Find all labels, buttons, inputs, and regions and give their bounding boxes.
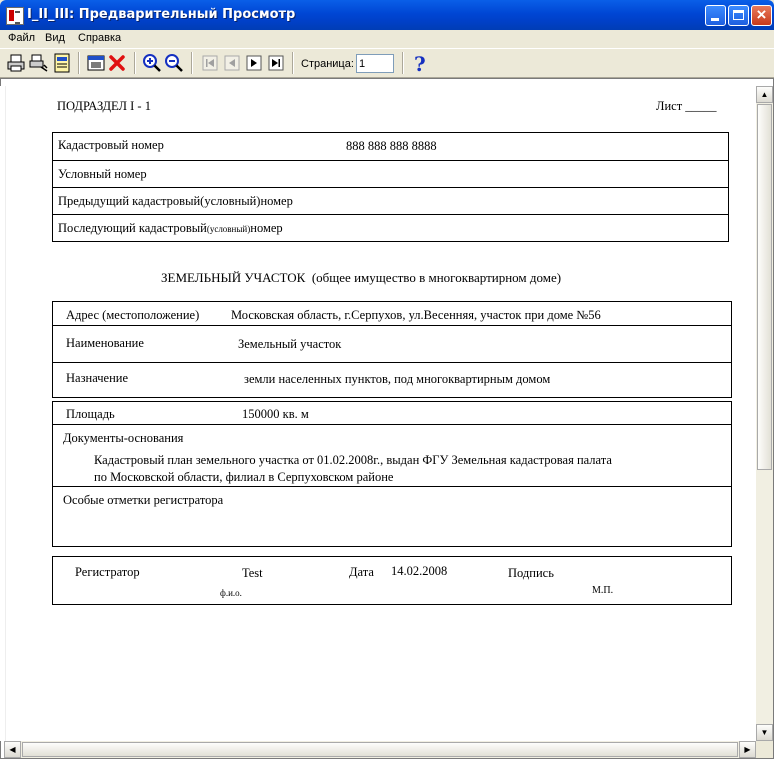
menu-help[interactable]: Справка xyxy=(78,32,122,44)
next-number-prefix: Последующий кадастровый xyxy=(58,221,207,235)
toolbar-separator xyxy=(191,52,193,74)
purpose-label: Назначение xyxy=(66,371,129,385)
heading-title: ЗЕМЕЛЬНЫЙ УЧАСТОК xyxy=(161,270,306,285)
maximize-button[interactable] xyxy=(728,5,749,26)
documents-line-1: Кадастровый план земельного участка от 01.02.2008г., выдан ФГУ Земельная кадастровая палата xyxy=(94,453,612,467)
date-label: Дата xyxy=(349,565,374,579)
first-page-icon[interactable] xyxy=(200,53,220,73)
fio-caption: ф.и.о. xyxy=(220,588,242,598)
next-number-label xyxy=(58,221,283,236)
name-label: Наименование xyxy=(66,336,144,350)
next-number-suffix: номер xyxy=(250,221,283,235)
cadastral-number-label: Кадастровый номер xyxy=(58,138,164,152)
toolbar-separator xyxy=(134,52,136,74)
name-value: Земельный участок xyxy=(238,337,342,351)
registrar-label: Регистратор xyxy=(75,565,140,579)
registrar-notes-label: Особые отметки регистратора xyxy=(63,493,224,507)
app-icon[interactable] xyxy=(6,7,24,25)
stamp-caption: М.П. xyxy=(592,585,614,596)
documents-line-2: по Московской области, филиал в Серпуховском районе xyxy=(94,470,394,484)
divider xyxy=(52,325,732,326)
divider xyxy=(52,424,732,425)
close-button[interactable] xyxy=(751,5,772,26)
window-title: I_II_III: Предварительный Просмотр xyxy=(27,7,296,22)
print-setup-icon[interactable] xyxy=(29,53,49,73)
signature-label: Подпись xyxy=(508,566,554,580)
minimize-icon xyxy=(711,18,719,21)
print-icon[interactable] xyxy=(6,53,26,73)
page-label: Страница: xyxy=(301,58,354,70)
page-edge xyxy=(0,86,6,741)
cadastral-number-value: 888 888 888 8888 xyxy=(346,139,437,153)
heading-note: (общее имущество в многоквартирном доме) xyxy=(311,270,562,285)
page-number-input[interactable] xyxy=(356,54,394,73)
sheet-label: Лист _____ xyxy=(656,99,717,113)
next-page-icon[interactable] xyxy=(244,53,264,73)
maximize-icon xyxy=(733,10,744,20)
divider xyxy=(52,214,729,215)
zoom-in-icon[interactable] xyxy=(142,53,162,73)
documents-label: Документы-основания xyxy=(63,431,184,445)
address-label: Адрес (местоположение) xyxy=(66,308,200,322)
previous-page-icon[interactable] xyxy=(222,53,242,73)
save-report-icon[interactable] xyxy=(86,53,106,73)
registrar-value: Test xyxy=(242,566,263,580)
scroll-left-button[interactable]: ◀ xyxy=(4,741,21,758)
divider xyxy=(52,362,732,363)
toolbar-separator xyxy=(292,52,294,74)
toolbar-separator xyxy=(78,52,80,74)
next-number-small: (условный) xyxy=(206,224,251,234)
address-value: Московская область, г.Серпухов, ул.Весенняя, участок при доме №56 xyxy=(231,308,601,322)
scroll-right-button[interactable]: ▶ xyxy=(739,741,756,758)
previous-number-label: Предыдущий кадастровый(условный)номер xyxy=(58,194,293,208)
menu-file[interactable]: Файл xyxy=(8,32,36,44)
conditional-number-label: Условный номер xyxy=(58,167,147,181)
minimize-button[interactable] xyxy=(705,5,726,26)
zoom-out-icon[interactable] xyxy=(164,53,184,73)
date-value: 14.02.2008 xyxy=(391,564,448,578)
close-icon: × xyxy=(756,5,767,24)
section-title: ПОДРАЗДЕЛ I - 1 xyxy=(57,99,151,113)
area-value: 150000 кв. м xyxy=(242,407,309,421)
help-button[interactable]: ? xyxy=(414,52,426,76)
last-page-icon[interactable] xyxy=(266,53,286,73)
divider xyxy=(52,160,729,161)
vertical-scroll-thumb[interactable] xyxy=(757,104,772,470)
divider xyxy=(52,486,732,487)
purpose-value: земли населенных пунктов, под многоквартирным домом xyxy=(244,372,551,386)
land-plot-heading xyxy=(161,270,561,286)
horizontal-scroll-thumb[interactable] xyxy=(22,742,738,757)
menu-view[interactable]: Вид xyxy=(45,32,65,44)
close-preview-icon[interactable] xyxy=(107,53,127,73)
scroll-up-button[interactable]: ▲ xyxy=(756,86,773,103)
scroll-corner xyxy=(756,741,773,758)
toolbar-separator xyxy=(402,52,404,74)
area-label: Площадь xyxy=(66,407,115,421)
divider xyxy=(52,187,729,188)
scroll-down-button[interactable]: ▼ xyxy=(756,724,773,741)
page-setup-icon[interactable] xyxy=(52,53,72,73)
